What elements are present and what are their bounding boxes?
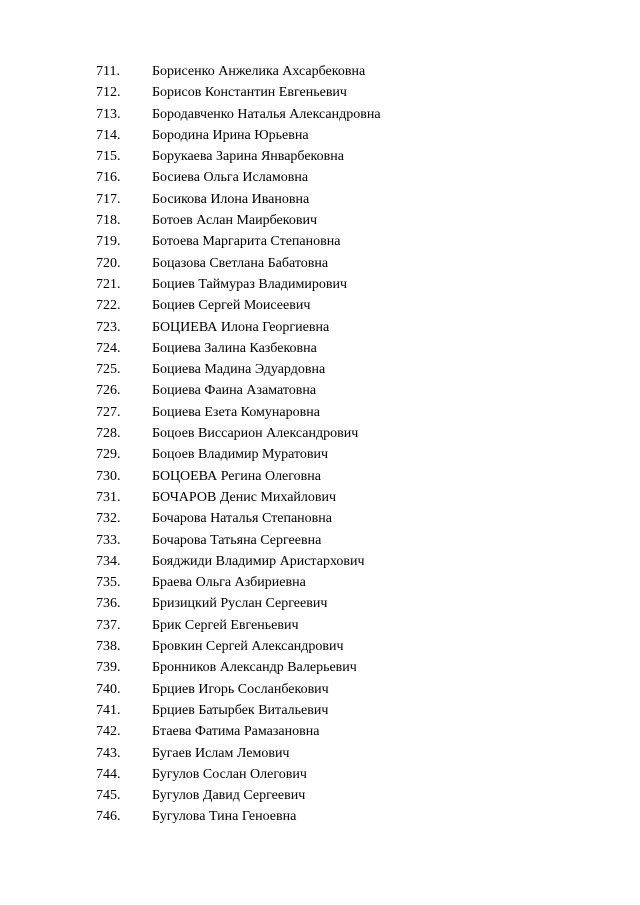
list-item — [0, 317, 640, 338]
entry-number: 712. — [96, 85, 121, 101]
entry-number: 743. — [96, 745, 121, 761]
entry-number: 714. — [96, 127, 121, 143]
list-item — [0, 806, 640, 827]
list-item — [0, 508, 640, 529]
list-item — [0, 61, 640, 82]
entry-number: 736. — [96, 596, 121, 612]
entry-number: 737. — [96, 617, 121, 633]
entry-name: Брик Сергей Евгеньевич — [152, 617, 299, 633]
entry-number: 732. — [96, 511, 121, 527]
list-item — [0, 679, 640, 700]
entry-name: Бугулова Тина Геноевна — [152, 809, 297, 825]
list-item — [0, 402, 640, 423]
entry-name: Боциева Фаина Азаматовна — [152, 383, 317, 399]
entry-name: Бризицкий Руслан Сергеевич — [152, 596, 328, 612]
entry-name: Борукаева Зарина Январбековна — [152, 149, 344, 165]
entry-name: Бугаев Ислам Лемович — [152, 745, 290, 761]
name-list — [0, 61, 640, 828]
entry-number: 713. — [96, 106, 121, 122]
entry-name: БОЦОЕВА Регина Олеговна — [152, 468, 321, 484]
entry-name: Босиева Ольга Исламовна — [152, 170, 309, 186]
entry-number: 738. — [96, 639, 121, 655]
list-item — [0, 125, 640, 146]
entry-number: 740. — [96, 681, 121, 697]
entry-name: Бугулов Сослан Олегович — [152, 766, 307, 782]
list-item — [0, 189, 640, 210]
list-item — [0, 295, 640, 316]
list-item — [0, 274, 640, 295]
entry-number: 719. — [96, 234, 121, 250]
entry-name: Боцоев Владимир Муратович — [152, 447, 329, 463]
entry-number: 745. — [96, 788, 121, 804]
entry-number: 727. — [96, 404, 121, 420]
list-item — [0, 82, 640, 103]
entry-name: Боциева Мадина Эдуардовна — [152, 362, 326, 378]
entry-name: Браева Ольга Азбириевна — [152, 575, 306, 591]
entry-name: Боцоев Виссарион Александрович — [152, 426, 359, 442]
entry-number: 730. — [96, 468, 121, 484]
entry-name: Боциев Таймураз Владимирович — [152, 276, 348, 292]
list-item — [0, 487, 640, 508]
entry-number: 735. — [96, 575, 121, 591]
entry-name: Босикова Илона Ивановна — [152, 191, 310, 207]
list-item — [0, 466, 640, 487]
list-item — [0, 104, 640, 125]
entry-number: 733. — [96, 532, 121, 548]
entry-number: 725. — [96, 362, 121, 378]
entry-number: 721. — [96, 276, 121, 292]
entry-name: Бтаева Фатима Рамазановна — [152, 724, 320, 740]
entry-number: 741. — [96, 702, 121, 718]
list-item — [0, 615, 640, 636]
entry-name: Боцазова Светлана Бабатовна — [152, 255, 329, 271]
entry-name: Борисенко Анжелика Ахсарбековна — [152, 64, 366, 79]
entry-name: Бородавченко Наталья Александровна — [152, 106, 381, 122]
entry-number: 746. — [96, 809, 121, 825]
entry-name: Ботоев Аслан Маирбекович — [152, 213, 317, 229]
list-item — [0, 764, 640, 785]
list-item — [0, 167, 640, 188]
entry-number: 716. — [96, 170, 121, 186]
entry-name: Брциев Игорь Сосланбекович — [152, 681, 329, 697]
entry-number: 718. — [96, 213, 121, 229]
list-item — [0, 146, 640, 167]
entry-name: Боциева Залина Казбековна — [152, 340, 317, 356]
entry-number: 728. — [96, 426, 121, 442]
list-item — [0, 210, 640, 231]
entry-name: Бояджиди Владимир Аристархович — [152, 553, 365, 569]
entry-name: Брциев Батырбек Витальевич — [152, 702, 329, 718]
entry-number: 724. — [96, 340, 121, 356]
list-item — [0, 231, 640, 252]
entry-number: 720. — [96, 255, 121, 271]
entry-number: 711. — [96, 64, 120, 79]
entry-number: 717. — [96, 191, 121, 207]
entry-name: Бровкин Сергей Александрович — [152, 639, 344, 655]
entry-number: 742. — [96, 724, 121, 740]
list-item — [0, 721, 640, 742]
entry-number: 734. — [96, 553, 121, 569]
list-item — [0, 743, 640, 764]
list-item — [0, 338, 640, 359]
entry-number: 726. — [96, 383, 121, 399]
list-item — [0, 444, 640, 465]
entry-name: Бочарова Наталья Степановна — [152, 511, 332, 527]
entry-name: Бронников Александр Валерьевич — [152, 660, 357, 676]
entry-name: Бородина Ирина Юрьевна — [152, 127, 309, 143]
entry-name: Боциева Езета Комунаровна — [152, 404, 320, 420]
entry-name: Борисов Константин Евгеньевич — [152, 85, 347, 101]
list-item — [0, 572, 640, 593]
list-item — [0, 380, 640, 401]
entry-number: 744. — [96, 766, 121, 782]
entry-number: 723. — [96, 319, 121, 335]
list-item — [0, 530, 640, 551]
entry-number: 739. — [96, 660, 121, 676]
list-item — [0, 551, 640, 572]
entry-name: Бочарова Татьяна Сергеевна — [152, 532, 322, 548]
entry-number: 731. — [96, 489, 121, 505]
list-item — [0, 700, 640, 721]
entry-name: Ботоева Маргарита Степановна — [152, 234, 341, 250]
list-item — [0, 359, 640, 380]
list-item — [0, 785, 640, 806]
entry-name: Боциев Сергей Моисеевич — [152, 298, 311, 314]
entry-name: БОЦИЕВА Илона Георгиевна — [152, 319, 330, 335]
entry-name: БОЧАРОВ Денис Михайлович — [152, 489, 337, 505]
list-item — [0, 253, 640, 274]
entry-name: Бугулов Давид Сергеевич — [152, 788, 306, 804]
list-item — [0, 593, 640, 614]
list-item — [0, 657, 640, 678]
entry-number: 722. — [96, 298, 121, 314]
entry-number: 729. — [96, 447, 121, 463]
list-item — [0, 636, 640, 657]
list-item — [0, 423, 640, 444]
entry-number: 715. — [96, 149, 121, 165]
